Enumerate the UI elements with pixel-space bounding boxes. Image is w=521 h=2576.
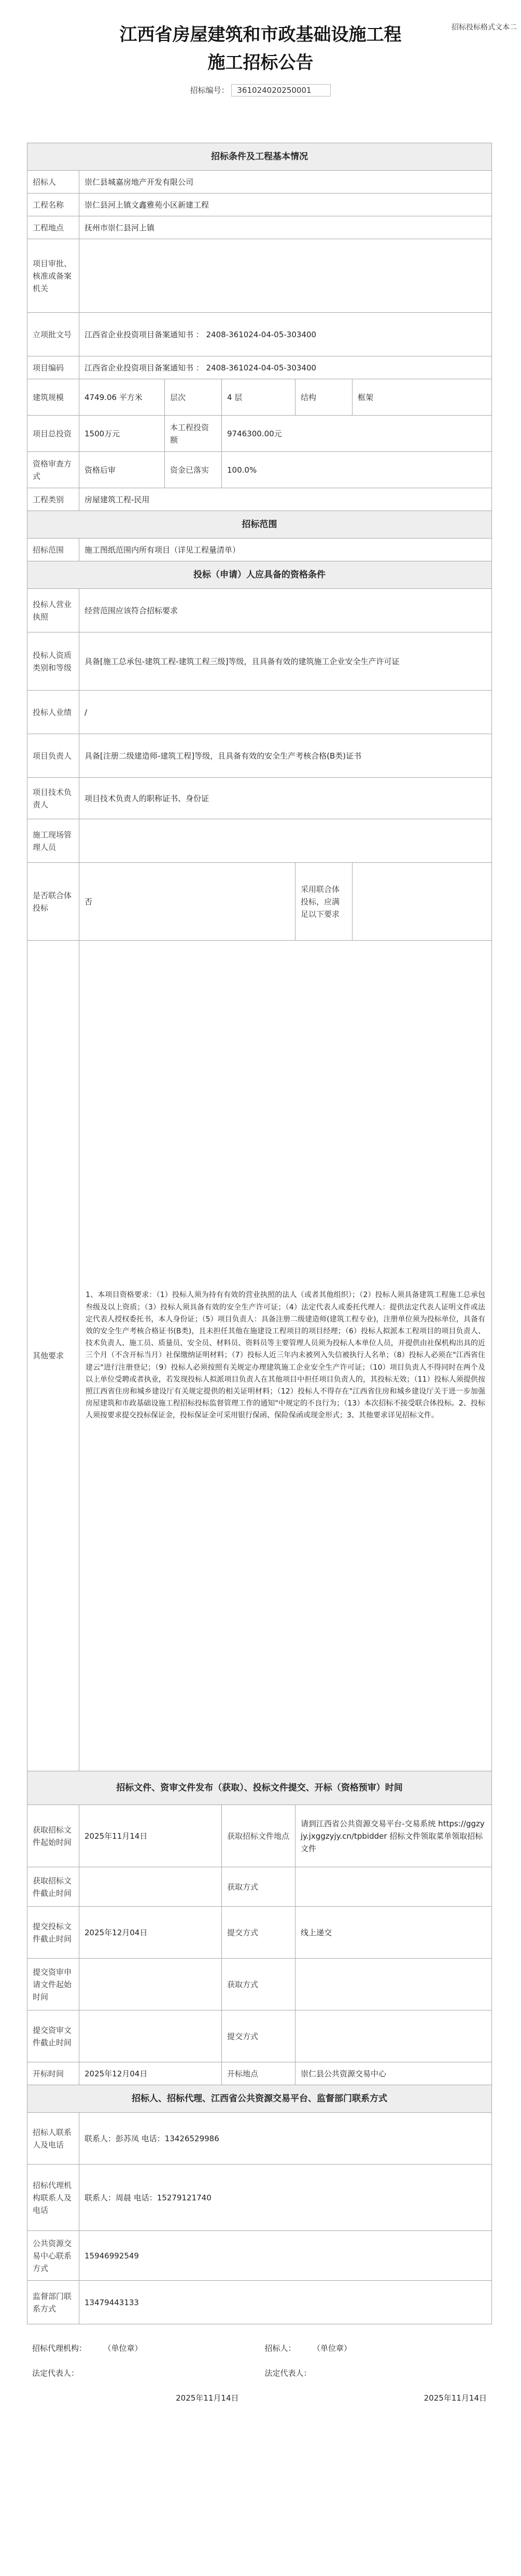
bid-submit-end-label: 提交投标文件截止时间 <box>27 1907 79 1959</box>
approval-authority-label: 项目审批、核准或备案机关 <box>27 239 79 313</box>
tenderer-sign-label: 招标人： <box>264 2344 296 2353</box>
doc-get-place-label: 获取招标文件地点 <box>222 1805 295 1867</box>
tenderer-contact-value: 联系人：彭苏凤 电话：13426529986 <box>79 2113 492 2165</box>
tenderer-signature <box>260 2338 492 2359</box>
doc-get-start-label: 获取招标文件起始时间 <box>27 1805 79 1867</box>
agent-label: 招标代理机构： <box>32 2344 87 2353</box>
supervision-contact-value: 13479443133 <box>79 2281 492 2324</box>
tenderer-rep-label: 法定代表人： <box>264 2368 312 2378</box>
project-name-label: 工程名称 <box>27 194 79 216</box>
doc-get-method-value <box>295 1867 492 1907</box>
doc-get-end-label: 获取招标文件截止时间 <box>27 1867 79 1907</box>
tenderer-contact-label: 招标人联系人及电话 <box>27 2113 79 2165</box>
tenderer-date: 2025年11月14日 <box>424 2393 487 2403</box>
structure-value: 框架 <box>353 379 492 416</box>
section-timeline-title: 招标文件、资审文件发布（获取）、投标文件提交、开标（资格预审）时间 <box>27 1771 492 1805</box>
bid-submit-end-value: 2025年12月04日 <box>79 1907 222 1959</box>
qualification-grade-label: 投标人资质类别和等级 <box>27 632 79 691</box>
scope-label: 招标范围 <box>27 539 79 561</box>
document-title-line2: 施工招标公告 <box>207 52 314 73</box>
review-method-value: 资格后审 <box>79 452 165 488</box>
technical-lead-value: 项目技术负责人的职称证书、身份证 <box>79 778 492 819</box>
total-investment-value: 1500万元 <box>79 416 165 452</box>
project-number-value: 361024020250001 <box>231 84 331 97</box>
section-basic-info-title: 招标条件及工程基本情况 <box>27 143 492 171</box>
qual-submit-start-value <box>79 1959 222 2010</box>
qual-get-method-label: 获取方式 <box>222 1959 295 2010</box>
other-requirements-label: 其他要求 <box>27 941 79 1771</box>
agent-contact-value: 联系人：周晨 电话：15279121740 <box>79 2165 492 2231</box>
project-type-label: 工程类别 <box>27 488 79 511</box>
doc-get-place-value: 请到江西省公共资源交易平台-交易系统 https://ggzyjy.jxggzyjy.cn/tpbidder 招标文件领取菜单领取招标文件 <box>295 1805 492 1867</box>
structure-label: 结构 <box>295 379 353 416</box>
exchange-center-contact-value: 15946992549 <box>79 2231 492 2281</box>
project-investment-label: 本工程投资额 <box>165 416 222 452</box>
project-number-label: 招标编号： <box>190 86 229 95</box>
approval-authority-value <box>79 239 492 313</box>
performance-value: / <box>79 691 492 734</box>
joint-bid-value: 否 <box>79 863 295 941</box>
building-scale-label: 建筑规模 <box>27 379 79 416</box>
agent-contact-label: 招标代理机构联系人及电话 <box>27 2165 79 2231</box>
fund-ready-label: 资金已落实 <box>165 452 222 488</box>
doc-get-start-value: 2025年11月14日 <box>79 1805 222 1867</box>
project-code-label: 项目编码 <box>27 356 79 379</box>
project-manager-label: 项目负责人 <box>27 734 79 778</box>
review-method-label: 资格审查方式 <box>27 452 79 488</box>
business-license-label: 投标人营业执照 <box>27 589 79 632</box>
project-location-value: 抚州市崇仁县河上镇 <box>79 216 492 239</box>
project-investment-value: 9746300.00元 <box>222 416 492 452</box>
technical-lead-label: 项目技术负责人 <box>27 778 79 819</box>
bid-open-time-value: 2025年12月04日 <box>79 2062 222 2085</box>
section-contacts-title: 招标人、招标代理、江西省公共资源交易平台、监督部门联系方式 <box>27 2085 492 2113</box>
business-license-value: 经营范围应该符合招标要求 <box>79 589 492 632</box>
scope-value: 施工图纸范围内所有项目（详见工程量清单） <box>79 539 492 561</box>
bid-open-time-label: 开标时间 <box>27 2062 79 2085</box>
floors-label: 层次 <box>165 379 222 416</box>
agent-signature <box>27 2338 260 2359</box>
basic-info-table <box>27 143 492 2324</box>
joint-bid-note-value <box>353 863 492 941</box>
qual-submit-method-value <box>295 2010 492 2062</box>
agent-seal: （单位章） <box>107 2344 143 2353</box>
joint-bid-note-label: 采用联合体投标，应满足以下要求 <box>295 863 353 941</box>
qual-get-method-value <box>295 1959 492 2010</box>
document-title-line1: 江西省房屋建筑和市政基础设施工程 <box>119 24 402 45</box>
agent-date: 2025年11月14日 <box>176 2393 239 2403</box>
project-number <box>0 84 521 97</box>
doc-get-method-label: 获取方式 <box>222 1867 295 1907</box>
performance-label: 投标人业绩 <box>27 691 79 734</box>
project-name-value: 崇仁县河上镇文鑫雅苑小区新建工程 <box>79 194 492 216</box>
approval-doc-value: 江西省企业投资项目备案通知书 ： 2408-361024-04-05-303400 <box>79 313 492 356</box>
total-investment-label: 项目总投资 <box>27 416 79 452</box>
bid-submit-method-label: 提交方式 <box>222 1907 295 1959</box>
bid-open-place-label: 开标地点 <box>222 2062 295 2085</box>
agent-rep-label: 法定代表人： <box>32 2368 79 2378</box>
approval-doc-label: 立项批文号 <box>27 313 79 356</box>
qualification-grade-value: 具备[施工总承包-建筑工程-建筑工程三级]等级，且具备有效的建筑施工企业安全生产许可证 <box>79 632 492 691</box>
project-type-value: 房屋建筑工程-民用 <box>79 488 492 511</box>
project-manager-value: 具备[注册二级建造师-建筑工程]等级，且具备有效的安全生产考核合格(B类)证书 <box>79 734 492 778</box>
bid-submit-method-value: 线上递交 <box>295 1907 492 1959</box>
fund-ready-value: 100.0% <box>222 452 492 488</box>
qual-submit-end-label: 提交资审文件截止时间 <box>27 2010 79 2062</box>
project-location-label: 工程地点 <box>27 216 79 239</box>
joint-bid-label: 是否联合体投标 <box>27 863 79 941</box>
supervision-contact-label: 监督部门联系方式 <box>27 2281 79 2324</box>
section-qualification-title: 投标（申请）人应具备的资格条件 <box>27 561 492 589</box>
qual-submit-start-label: 提交资审申请文件起始时间 <box>27 1959 79 2010</box>
site-staff-label: 施工现场管理人员 <box>27 819 79 863</box>
tenderer-seal: （单位章） <box>316 2344 352 2353</box>
floors-value: 4 层 <box>222 379 295 416</box>
project-code-value: 江西省企业投资项目备案通知书 ： 2408-361024-04-05-303400 <box>79 356 492 379</box>
announcement-body <box>27 143 492 2408</box>
site-staff-value <box>79 819 492 863</box>
signature-block <box>27 2338 492 2408</box>
tenderer-label: 招标人 <box>27 171 79 194</box>
qual-submit-end-value <box>79 2010 222 2062</box>
tenderer-value: 崇仁县城嘉房地产开发有限公司 <box>79 171 492 194</box>
building-scale-value: 4749.06 平方米 <box>79 379 165 416</box>
qual-submit-method-label: 提交方式 <box>222 2010 295 2062</box>
bid-open-place-value: 崇仁县公共资源交易中心 <box>295 2062 492 2085</box>
section-scope-title: 招标范围 <box>27 511 492 539</box>
document-format-note: 招标投标格式文本二 <box>452 23 517 32</box>
doc-get-end-value <box>79 1867 222 1907</box>
exchange-center-contact-label: 公共资源交易中心联系方式 <box>27 2231 79 2281</box>
other-requirements-value: 1、本项目资格要求：（1）投标人须为持有有效的营业执照的法人（或者其他组织）；（2）投标人须具备建筑工程施工总承包叁级及以上资质；（3）投标人须具备有效的安全生产许可证；（4）法定代表人或委托代理人：提供法定代表人证明文件或法定代表人授权委托书，本人身份证；（5）项目负责人：具备注册二级建造师(建筑工程专业)，注册单位须为投标单位，具备有效的安全生产考核合格证书(B类)，且未担任其他在施建设工程项目的项目经理；（6）投标人拟派本工程项目的项目负责人、技术负责人、施工员、质量员、安全员、材料员、资料员等主要管理人员须为投标人本单位人员，并提供由社保机构出具的近三个月（不含开标当月）社保缴纳证明材料；（7）投标人近三年内未被列入失信被执行人名单；（8）投标人必须在"江西省住建云"进行注册登记；（9）投标人必须按照有关规定办理建筑施工企业安全生产许可证；（10）项目负责人不得同时在两个及以上单位受聘或者执业，若发现投标人拟派项目负责人在其他项目中担任项目负责人的，其投标无效；（11）投标人须提供按照江西省住房和城乡建设厅有关规定提供的相关证明材料；（12）投标人不得存在"江西省住房和城乡建设厅关于进一步加强房屋建筑和市政基础设施工程招标投标监督管理工作的通知"中规定的不良行为；（13）本次招标不接受联合体投标。2、投标人须按要求提交投标保证金，投标保证金可采用银行保函、保险保函或现金形式；3、其他要求详见招标文件。 <box>79 941 492 1771</box>
